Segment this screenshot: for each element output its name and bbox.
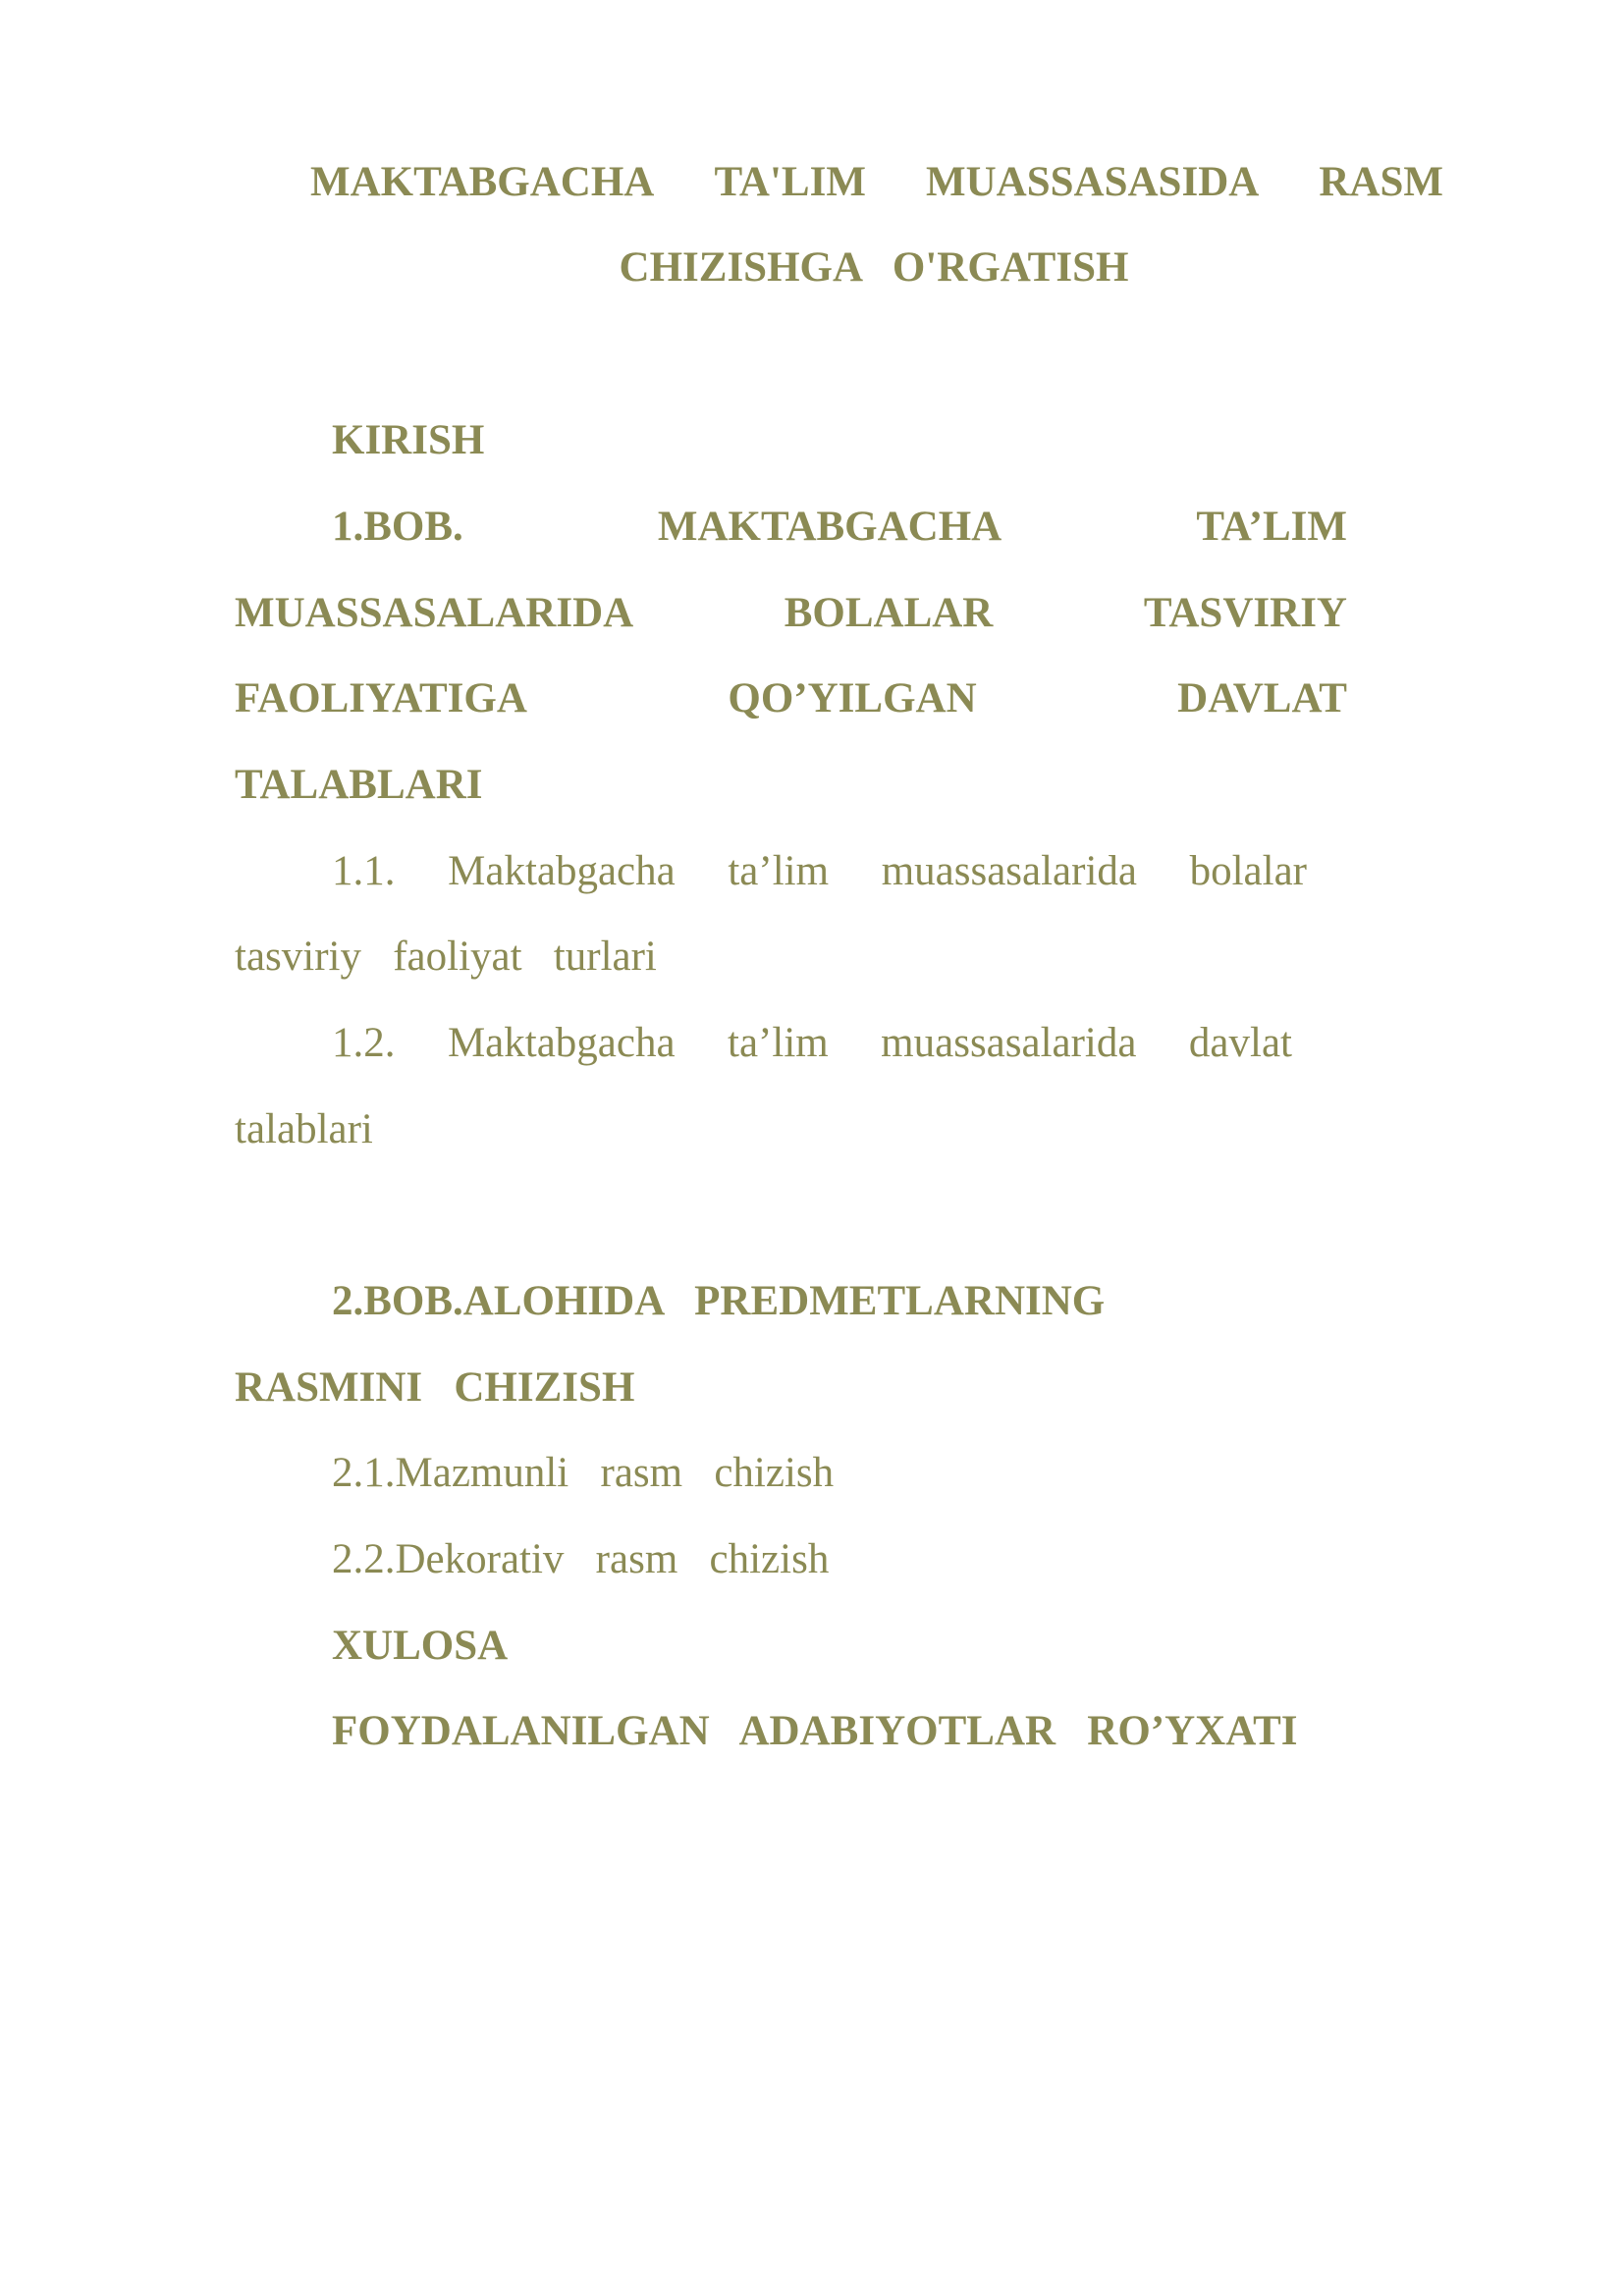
title-word: TA'LIM [714, 159, 866, 205]
section-word: Maktabgacha [447, 1020, 676, 1066]
document-title-line-2: CHIZISHGA O'RGATISH [619, 244, 1129, 291]
toc-section-2-1: 2.1.Mazmunli rasm chizish [332, 1450, 835, 1496]
title-word: MUASSASASIDA [926, 159, 1260, 205]
chapter-word: 1.BOB. [332, 504, 463, 550]
section-word: bolalar [1189, 848, 1307, 894]
toc-section-1-2-line-1 [332, 1022, 1292, 1064]
section-word: muassasalarida [881, 848, 1137, 894]
toc-chapter-1-line-2 [235, 592, 1347, 634]
toc-references: FOYDALANILGAN ADABIYOTLAR RO’YXATI [332, 1708, 1298, 1754]
toc-conclusion: XULOSA [332, 1623, 509, 1669]
toc-section-1-1-line-2: tasviriy faoliyat turlari [235, 934, 657, 980]
toc-chapter-1-line-4: TALABLARI [235, 762, 483, 808]
section-word: Maktabgacha [448, 848, 676, 894]
toc-chapter-2-line-2: RASMINI CHIZISH [235, 1364, 635, 1411]
chapter-word: FAOLIYATIGA [235, 675, 527, 721]
toc-section-2-2: 2.2.Dekorativ rasm chizish [332, 1536, 830, 1582]
toc-section-1-2-line-2: talablari [235, 1106, 373, 1152]
section-word: 1.2. [332, 1020, 396, 1066]
section-word: ta’lim [728, 848, 830, 894]
title-word: MAKTABGACHA [310, 159, 655, 205]
section-word: 1.1. [332, 848, 396, 894]
section-word: ta’lim [728, 1020, 829, 1066]
document-title-line-1 [310, 161, 1443, 203]
chapter-word: MUASSASALARIDA [235, 590, 634, 636]
chapter-word: DAVLAT [1177, 675, 1347, 721]
toc-section-1-1-line-1 [332, 850, 1307, 892]
toc-chapter-2-line-1: 2.BOB.ALOHIDA PREDMETLARNING [332, 1278, 1106, 1324]
toc-introduction: KIRISH [332, 417, 485, 463]
toc-chapter-1-line-1 [332, 506, 1347, 548]
chapter-word: BOLALAR [784, 590, 994, 636]
chapter-word: QO’YILGAN [728, 675, 977, 721]
toc-chapter-1-line-3 [235, 677, 1347, 720]
section-word: davlat [1188, 1020, 1292, 1066]
chapter-word: MAKTABGACHA [657, 504, 1002, 550]
chapter-word: TA’LIM [1196, 504, 1347, 550]
title-word: RASM [1319, 159, 1443, 205]
chapter-word: TASVIRIY [1143, 590, 1347, 636]
section-word: muassasalarida [881, 1020, 1137, 1066]
